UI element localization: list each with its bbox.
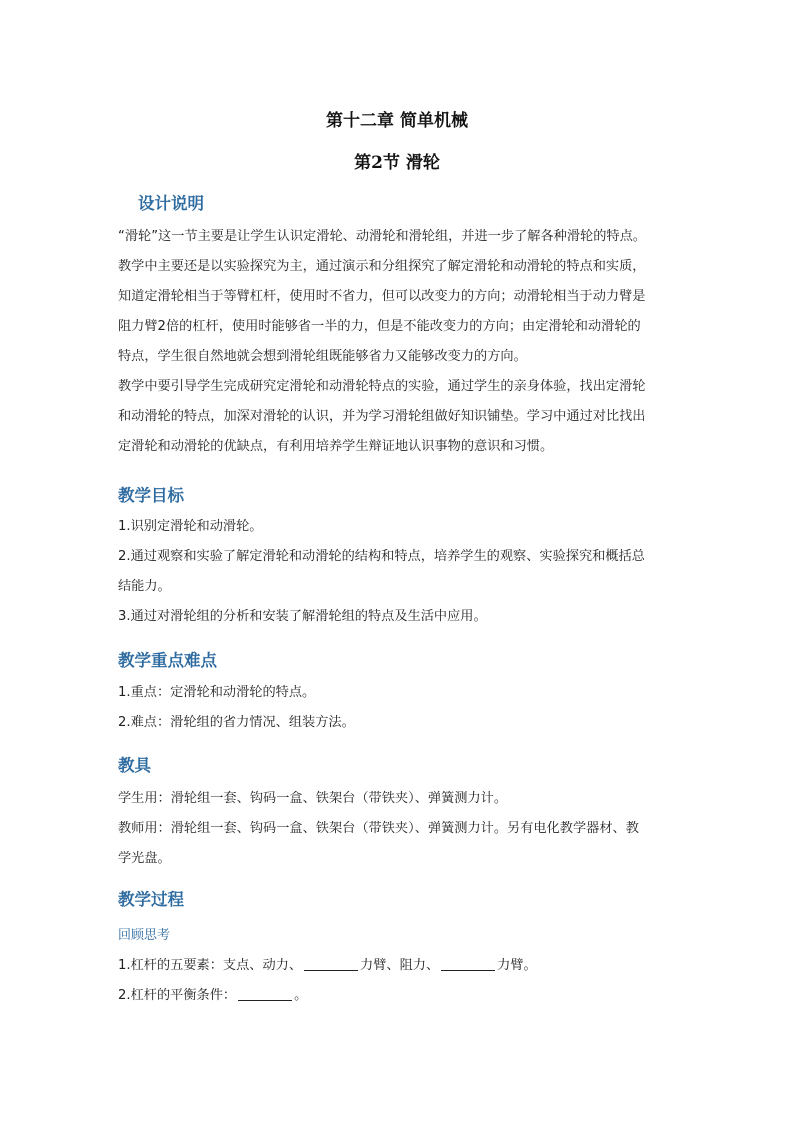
design-line: 教学中要引导学生完成研究定滑轮和动滑轮特点的实验，通过学生的亲身体验，找出定滑轮 (118, 379, 646, 394)
goals-heading: 教学目标 (118, 486, 184, 505)
tools-item: 学光盘。 (118, 851, 171, 866)
key-points-list (118, 678, 688, 738)
chapter-title: 第十二章 简单机械 (326, 111, 468, 131)
process-heading: 教学过程 (118, 890, 184, 909)
goal-item: 2.通过观察和实验了解定滑轮和动滑轮的结构和特点，培养学生的观察、实验探究和概括总 (118, 549, 645, 564)
design-heading: 设计说明 (138, 194, 204, 213)
goal-item: 结能力。 (118, 579, 171, 594)
answer-blank[interactable] (441, 956, 495, 971)
goal-item: 1.识别定滑轮和动滑轮。 (118, 519, 263, 534)
key-point-item: 1.重点：定滑轮和动滑轮的特点。 (118, 685, 316, 700)
design-line: 阻力臂2倍的杠杆，使用时能够省一半的力，但是不能改变力的方向；由定滑轮和动滑轮的 (118, 319, 641, 334)
design-line: 教学中主要还是以实验探究为主，通过演示和分组探究了解定滑轮和动滑轮的特点和实质， (118, 259, 646, 274)
goal-item: 3.通过对滑轮组的分析和安装了解滑轮组的特点及生活中应用。 (118, 609, 487, 624)
design-line: 知道定滑轮相当于等臂杠杆，使用时不省力，但可以改变力的方向；动滑轮相当于动力臂是 (118, 289, 646, 304)
answer-blank[interactable] (238, 986, 292, 1001)
key-points-heading: 教学重点难点 (118, 651, 217, 670)
design-paragraph (118, 222, 688, 462)
design-line: 和动滑轮的特点，加深对滑轮的认识，并为学习滑轮组做好知识铺垫。学习中通过对比找出 (118, 409, 646, 424)
design-line: 定滑轮和动滑轮的优缺点，有利用培养学生辩证地认识事物的意识和习惯。 (118, 439, 554, 454)
tools-list (118, 784, 688, 874)
review-questions (118, 951, 688, 1011)
question-2: 2.杠杆的平衡条件： 。 (118, 988, 308, 1003)
goals-list (118, 512, 688, 632)
design-line: 特点，学生很自然地就会想到滑轮组既能够省力又能够改变力的方向。 (118, 349, 527, 364)
review-subheading: 回顾思考 (118, 928, 171, 943)
answer-blank[interactable] (304, 956, 358, 971)
tools-item: 教师用：滑轮组一套、钩码一盒、铁架台（带铁夹）、弹簧测力计。另有电化教学器材、教 (118, 821, 639, 836)
design-line: “滑轮”这一节主要是让学生认识定滑轮、动滑轮和滑轮组，并进一步了解各种滑轮的特点。 (118, 229, 646, 244)
tools-item: 学生用：滑轮组一套、钩码一盒、铁架台（带铁夹）、弹簧测力计。 (118, 791, 508, 806)
section-title: 第2节 滑轮 (354, 153, 440, 173)
tools-heading: 教具 (118, 756, 151, 775)
key-point-item: 2.难点：滑轮组的省力情况、组装方法。 (118, 715, 355, 730)
question-1: 1.杠杆的五要素：支点、动力、 力臂、阻力、 力臂。 (118, 958, 537, 973)
